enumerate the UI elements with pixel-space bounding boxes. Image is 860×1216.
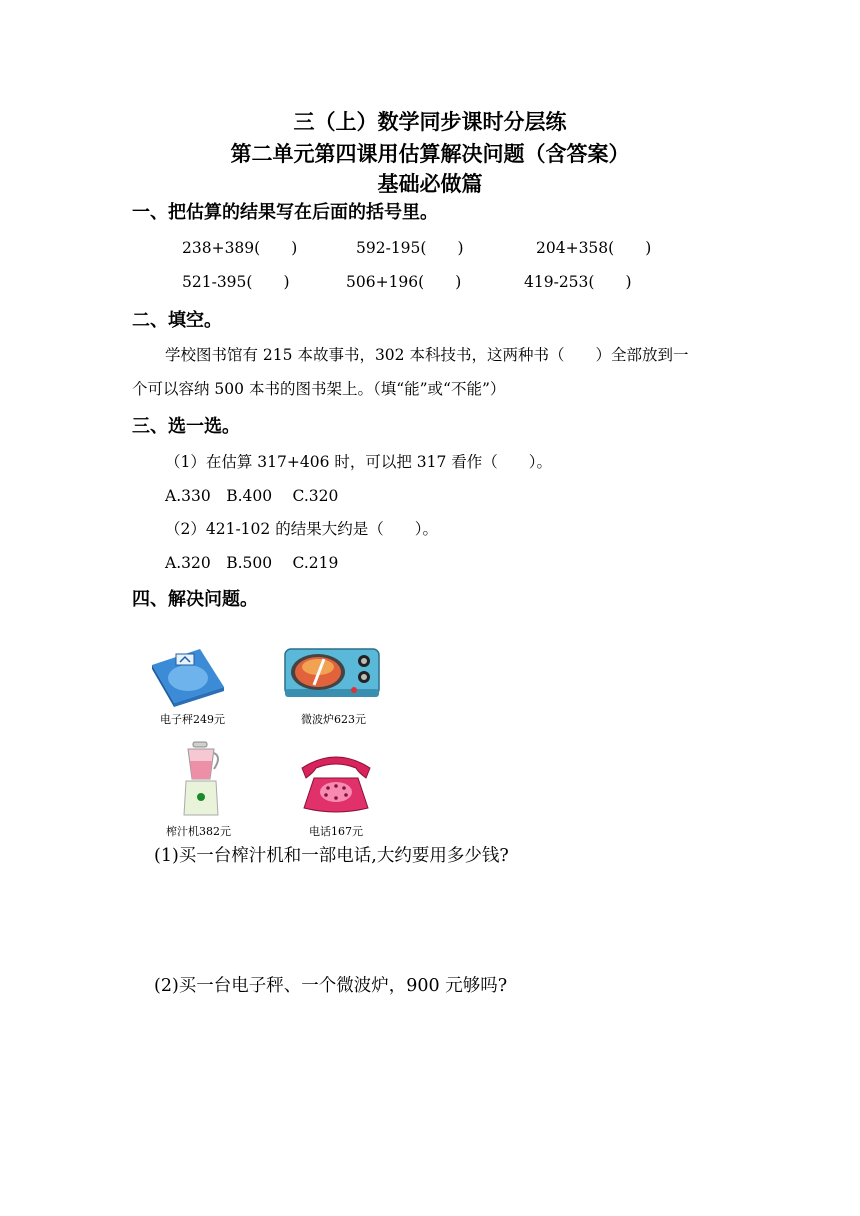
solve-question-2: (2)买一台电子秤、一个微波炉，900 元够吗? xyxy=(154,976,508,996)
title-line-3: 基础必做篇 xyxy=(377,172,483,196)
estimate-item-3: 204+358( ) xyxy=(536,239,652,257)
juicer-caption: 榨汁机382元 xyxy=(166,825,231,838)
scale-caption: 电子秤249元 xyxy=(160,713,225,726)
choice-options-2: A.320 B.500 C.219 xyxy=(165,554,339,572)
microwave-caption: 微波炉623元 xyxy=(301,713,366,726)
choice-question-1: （1）在估算 317+406 时，可以把 317 看作（ ）。 xyxy=(165,453,553,471)
section-3-heading: 三、选一选。 xyxy=(132,416,240,437)
section-2-heading: 二、填空。 xyxy=(132,310,222,331)
scale-icon xyxy=(148,645,228,707)
title-line-1: 三（上）数学同步课时分层练 xyxy=(293,110,567,134)
estimate-item-2: 592-195( ) xyxy=(356,239,464,257)
fill-blank-line-1: 学校图书馆有 215 本故事书，302 本科技书，这两种书（ ）全部放到一 xyxy=(165,346,689,364)
microwave-icon xyxy=(284,645,380,699)
estimate-item-5: 506+196( ) xyxy=(346,273,462,291)
telephone-caption: 电话167元 xyxy=(309,825,363,838)
estimate-item-4: 521-395( ) xyxy=(182,273,290,291)
choice-question-2: （2）421-102 的结果大约是（ ）。 xyxy=(165,520,438,538)
solve-question-1: (1)买一台榨汁机和一部电话,大约要用多少钱? xyxy=(154,846,509,866)
fill-blank-line-2: 个可以容纳 500 本书的图书架上。（填“能”或“不能”） xyxy=(132,380,506,398)
section-4-heading: 四、解决问题。 xyxy=(132,589,258,610)
title-line-2: 第二单元第四课用估算解决问题（含答案） xyxy=(230,142,630,166)
section-1-heading: 一、把估算的结果写在后面的括号里。 xyxy=(132,202,438,223)
choice-options-1: A.330 B.400 C.320 xyxy=(165,487,339,505)
estimate-item-1: 238+389( ) xyxy=(182,239,298,257)
estimate-item-6: 419-253( ) xyxy=(524,273,632,291)
telephone-icon xyxy=(296,750,376,814)
juicer-icon xyxy=(180,741,222,819)
